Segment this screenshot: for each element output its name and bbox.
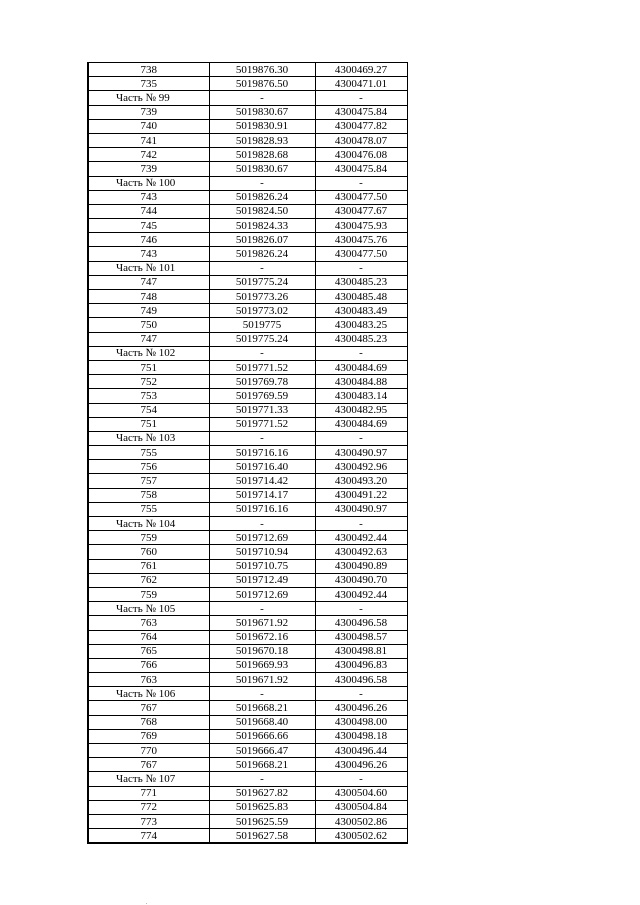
y-coordinate-cell: 4300498.18 — [315, 729, 407, 743]
table-row — [88, 800, 407, 814]
table-row — [88, 304, 407, 318]
x-coordinate-cell: 5019876.30 — [209, 63, 315, 77]
point-number-cell: 770 — [88, 744, 209, 758]
x-coordinate-cell: 5019828.93 — [209, 133, 315, 147]
part-name-cell: Часть № 105 — [88, 602, 209, 616]
point-number-cell: 745 — [88, 219, 209, 233]
point-number-cell: 763 — [88, 673, 209, 687]
part-header-row — [88, 346, 407, 360]
point-number-cell: 768 — [88, 715, 209, 729]
table-row — [88, 630, 407, 644]
y-coordinate-cell: - — [315, 91, 407, 105]
y-coordinate-cell: 4300484.88 — [315, 375, 407, 389]
x-coordinate-cell: 5019773.02 — [209, 304, 315, 318]
x-coordinate-cell: 5019668.21 — [209, 758, 315, 772]
coordinates-table — [87, 62, 408, 844]
point-number-cell: 763 — [88, 616, 209, 630]
x-coordinate-cell: 5019672.16 — [209, 630, 315, 644]
point-number-cell: 735 — [88, 77, 209, 91]
point-number-cell: 740 — [88, 119, 209, 133]
y-coordinate-cell: 4300496.26 — [315, 758, 407, 772]
point-number-cell: 762 — [88, 573, 209, 587]
y-coordinate-cell: 4300502.86 — [315, 814, 407, 828]
x-coordinate-cell: 5019714.17 — [209, 488, 315, 502]
part-name-cell: Часть № 100 — [88, 176, 209, 190]
x-coordinate-cell: - — [209, 772, 315, 786]
point-number-cell: 771 — [88, 786, 209, 800]
table-row — [88, 616, 407, 630]
x-coordinate-cell: 5019714.42 — [209, 474, 315, 488]
part-header-row — [88, 772, 407, 786]
point-number-cell: 760 — [88, 545, 209, 559]
point-number-cell: 755 — [88, 502, 209, 516]
point-number-cell: 742 — [88, 148, 209, 162]
x-coordinate-cell: - — [209, 91, 315, 105]
table-row — [88, 204, 407, 218]
part-name-cell: Часть № 103 — [88, 431, 209, 445]
x-coordinate-cell: 5019826.24 — [209, 190, 315, 204]
y-coordinate-cell: 4300476.08 — [315, 148, 407, 162]
y-coordinate-cell: 4300482.95 — [315, 403, 407, 417]
table-row — [88, 658, 407, 672]
x-coordinate-cell: 5019824.50 — [209, 204, 315, 218]
y-coordinate-cell: 4300475.93 — [315, 219, 407, 233]
y-coordinate-cell: 4300496.58 — [315, 673, 407, 687]
x-coordinate-cell: 5019826.07 — [209, 233, 315, 247]
table-row — [88, 219, 407, 233]
table-row — [88, 148, 407, 162]
point-number-cell: 759 — [88, 587, 209, 601]
table-row — [88, 375, 407, 389]
x-coordinate-cell: 5019666.47 — [209, 744, 315, 758]
y-coordinate-cell: 4300475.84 — [315, 162, 407, 176]
y-coordinate-cell: 4300471.01 — [315, 77, 407, 91]
y-coordinate-cell: - — [315, 431, 407, 445]
x-coordinate-cell: 5019775 — [209, 318, 315, 332]
y-coordinate-cell: 4300496.44 — [315, 744, 407, 758]
x-coordinate-cell: 5019775.24 — [209, 332, 315, 346]
point-number-cell: 774 — [88, 829, 209, 844]
x-coordinate-cell: 5019710.75 — [209, 559, 315, 573]
x-coordinate-cell: 5019826.24 — [209, 247, 315, 261]
part-name-cell: Часть № 101 — [88, 261, 209, 275]
part-header-row — [88, 431, 407, 445]
point-number-cell: 738 — [88, 63, 209, 77]
x-coordinate-cell: 5019771.52 — [209, 360, 315, 374]
x-coordinate-cell: - — [209, 261, 315, 275]
y-coordinate-cell: 4300485.48 — [315, 290, 407, 304]
table-row — [88, 77, 407, 91]
x-coordinate-cell: 5019771.52 — [209, 417, 315, 431]
x-coordinate-cell: 5019669.93 — [209, 658, 315, 672]
point-number-cell: 754 — [88, 403, 209, 417]
table-row — [88, 119, 407, 133]
y-coordinate-cell: 4300496.58 — [315, 616, 407, 630]
y-coordinate-cell: 4300477.50 — [315, 247, 407, 261]
table-row — [88, 290, 407, 304]
y-coordinate-cell: 4300504.60 — [315, 786, 407, 800]
table-row — [88, 488, 407, 502]
y-coordinate-cell: 4300469.27 — [315, 63, 407, 77]
x-coordinate-cell: 5019876.50 — [209, 77, 315, 91]
table-row — [88, 446, 407, 460]
x-coordinate-cell: - — [209, 346, 315, 360]
y-coordinate-cell: 4300496.83 — [315, 658, 407, 672]
x-coordinate-cell: - — [209, 176, 315, 190]
table-row — [88, 829, 407, 844]
point-number-cell: 747 — [88, 275, 209, 289]
x-coordinate-cell: 5019773.26 — [209, 290, 315, 304]
table-row — [88, 644, 407, 658]
x-coordinate-cell: 5019830.67 — [209, 105, 315, 119]
point-number-cell: 743 — [88, 247, 209, 261]
point-number-cell: 758 — [88, 488, 209, 502]
x-coordinate-cell: 5019710.94 — [209, 545, 315, 559]
part-name-cell: Часть № 106 — [88, 687, 209, 701]
table-row — [88, 275, 407, 289]
y-coordinate-cell: 4300490.89 — [315, 559, 407, 573]
x-coordinate-cell: 5019716.16 — [209, 502, 315, 516]
x-coordinate-cell: 5019666.66 — [209, 729, 315, 743]
table-row — [88, 744, 407, 758]
y-coordinate-cell: - — [315, 261, 407, 275]
table-row — [88, 417, 407, 431]
point-number-cell: 767 — [88, 701, 209, 715]
point-number-cell: 751 — [88, 360, 209, 374]
y-coordinate-cell: 4300490.97 — [315, 446, 407, 460]
point-number-cell: 744 — [88, 204, 209, 218]
x-coordinate-cell: - — [209, 431, 315, 445]
x-coordinate-cell: 5019670.18 — [209, 644, 315, 658]
table-row — [88, 190, 407, 204]
point-number-cell: 739 — [88, 162, 209, 176]
x-coordinate-cell: 5019828.68 — [209, 148, 315, 162]
y-coordinate-cell: - — [315, 687, 407, 701]
y-coordinate-cell: 4300483.25 — [315, 318, 407, 332]
x-coordinate-cell: 5019824.33 — [209, 219, 315, 233]
y-coordinate-cell: 4300502.62 — [315, 829, 407, 844]
table-row — [88, 389, 407, 403]
scan-artifact — [146, 903, 147, 904]
table-row — [88, 332, 407, 346]
point-number-cell: 767 — [88, 758, 209, 772]
point-number-cell: 773 — [88, 814, 209, 828]
x-coordinate-cell: 5019668.21 — [209, 701, 315, 715]
x-coordinate-cell: 5019775.24 — [209, 275, 315, 289]
y-coordinate-cell: 4300492.96 — [315, 460, 407, 474]
part-header-row — [88, 687, 407, 701]
part-header-row — [88, 517, 407, 531]
x-coordinate-cell: 5019625.59 — [209, 814, 315, 828]
x-coordinate-cell: 5019625.83 — [209, 800, 315, 814]
table-row — [88, 531, 407, 545]
table-row — [88, 573, 407, 587]
x-coordinate-cell: 5019671.92 — [209, 673, 315, 687]
point-number-cell: 753 — [88, 389, 209, 403]
point-number-cell: 752 — [88, 375, 209, 389]
point-number-cell: 739 — [88, 105, 209, 119]
point-number-cell: 761 — [88, 559, 209, 573]
point-number-cell: 765 — [88, 644, 209, 658]
y-coordinate-cell: 4300477.82 — [315, 119, 407, 133]
x-coordinate-cell: 5019716.16 — [209, 446, 315, 460]
x-coordinate-cell: 5019830.67 — [209, 162, 315, 176]
x-coordinate-cell: 5019627.82 — [209, 786, 315, 800]
table-row — [88, 360, 407, 374]
part-header-row — [88, 91, 407, 105]
x-coordinate-cell: 5019671.92 — [209, 616, 315, 630]
y-coordinate-cell: - — [315, 517, 407, 531]
point-number-cell: 764 — [88, 630, 209, 644]
y-coordinate-cell: 4300477.67 — [315, 204, 407, 218]
point-number-cell: 756 — [88, 460, 209, 474]
table-row — [88, 502, 407, 516]
point-number-cell: 772 — [88, 800, 209, 814]
part-header-row — [88, 176, 407, 190]
point-number-cell: 757 — [88, 474, 209, 488]
table-row — [88, 701, 407, 715]
table-row — [88, 559, 407, 573]
x-coordinate-cell: 5019769.59 — [209, 389, 315, 403]
x-coordinate-cell: 5019712.69 — [209, 587, 315, 601]
table-row — [88, 786, 407, 800]
y-coordinate-cell: - — [315, 602, 407, 616]
x-coordinate-cell: 5019668.40 — [209, 715, 315, 729]
x-coordinate-cell: - — [209, 687, 315, 701]
y-coordinate-cell: 4300483.49 — [315, 304, 407, 318]
y-coordinate-cell: - — [315, 346, 407, 360]
y-coordinate-cell: 4300484.69 — [315, 360, 407, 374]
part-name-cell: Часть № 99 — [88, 91, 209, 105]
y-coordinate-cell: 4300485.23 — [315, 275, 407, 289]
point-number-cell: 747 — [88, 332, 209, 346]
y-coordinate-cell: 4300504.84 — [315, 800, 407, 814]
table-row — [88, 545, 407, 559]
table-row — [88, 474, 407, 488]
y-coordinate-cell: 4300498.81 — [315, 644, 407, 658]
y-coordinate-cell: 4300490.97 — [315, 502, 407, 516]
y-coordinate-cell: 4300484.69 — [315, 417, 407, 431]
x-coordinate-cell: 5019716.40 — [209, 460, 315, 474]
table-row — [88, 729, 407, 743]
table-row — [88, 673, 407, 687]
y-coordinate-cell: 4300491.22 — [315, 488, 407, 502]
y-coordinate-cell: 4300492.44 — [315, 587, 407, 601]
point-number-cell: 750 — [88, 318, 209, 332]
coordinates-table-container — [87, 62, 406, 844]
x-coordinate-cell: 5019712.69 — [209, 531, 315, 545]
table-row — [88, 715, 407, 729]
point-number-cell: 749 — [88, 304, 209, 318]
y-coordinate-cell: 4300475.76 — [315, 233, 407, 247]
table-row — [88, 460, 407, 474]
part-name-cell: Часть № 104 — [88, 517, 209, 531]
y-coordinate-cell: 4300490.70 — [315, 573, 407, 587]
part-header-row — [88, 602, 407, 616]
x-coordinate-cell: - — [209, 602, 315, 616]
table-row — [88, 63, 407, 77]
y-coordinate-cell: - — [315, 772, 407, 786]
y-coordinate-cell: 4300483.14 — [315, 389, 407, 403]
table-row — [88, 403, 407, 417]
part-header-row — [88, 261, 407, 275]
y-coordinate-cell: 4300492.44 — [315, 531, 407, 545]
table-row — [88, 814, 407, 828]
table-row — [88, 758, 407, 772]
x-coordinate-cell: 5019627.58 — [209, 829, 315, 844]
coordinates-table-body — [88, 63, 407, 844]
point-number-cell: 748 — [88, 290, 209, 304]
table-row — [88, 318, 407, 332]
point-number-cell: 751 — [88, 417, 209, 431]
table-row — [88, 587, 407, 601]
point-number-cell: 746 — [88, 233, 209, 247]
table-row — [88, 247, 407, 261]
part-name-cell: Часть № 107 — [88, 772, 209, 786]
y-coordinate-cell: 4300492.63 — [315, 545, 407, 559]
table-row — [88, 233, 407, 247]
y-coordinate-cell: - — [315, 176, 407, 190]
x-coordinate-cell: 5019712.49 — [209, 573, 315, 587]
point-number-cell: 743 — [88, 190, 209, 204]
y-coordinate-cell: 4300498.57 — [315, 630, 407, 644]
x-coordinate-cell: 5019830.91 — [209, 119, 315, 133]
point-number-cell: 769 — [88, 729, 209, 743]
y-coordinate-cell: 4300475.84 — [315, 105, 407, 119]
x-coordinate-cell: 5019771.33 — [209, 403, 315, 417]
point-number-cell: 755 — [88, 446, 209, 460]
table-row — [88, 162, 407, 176]
x-coordinate-cell: - — [209, 517, 315, 531]
table-row — [88, 133, 407, 147]
y-coordinate-cell: 4300477.50 — [315, 190, 407, 204]
y-coordinate-cell: 4300498.00 — [315, 715, 407, 729]
y-coordinate-cell: 4300485.23 — [315, 332, 407, 346]
y-coordinate-cell: 4300496.26 — [315, 701, 407, 715]
point-number-cell: 741 — [88, 133, 209, 147]
point-number-cell: 766 — [88, 658, 209, 672]
y-coordinate-cell: 4300493.20 — [315, 474, 407, 488]
x-coordinate-cell: 5019769.78 — [209, 375, 315, 389]
point-number-cell: 759 — [88, 531, 209, 545]
y-coordinate-cell: 4300478.07 — [315, 133, 407, 147]
table-row — [88, 105, 407, 119]
part-name-cell: Часть № 102 — [88, 346, 209, 360]
